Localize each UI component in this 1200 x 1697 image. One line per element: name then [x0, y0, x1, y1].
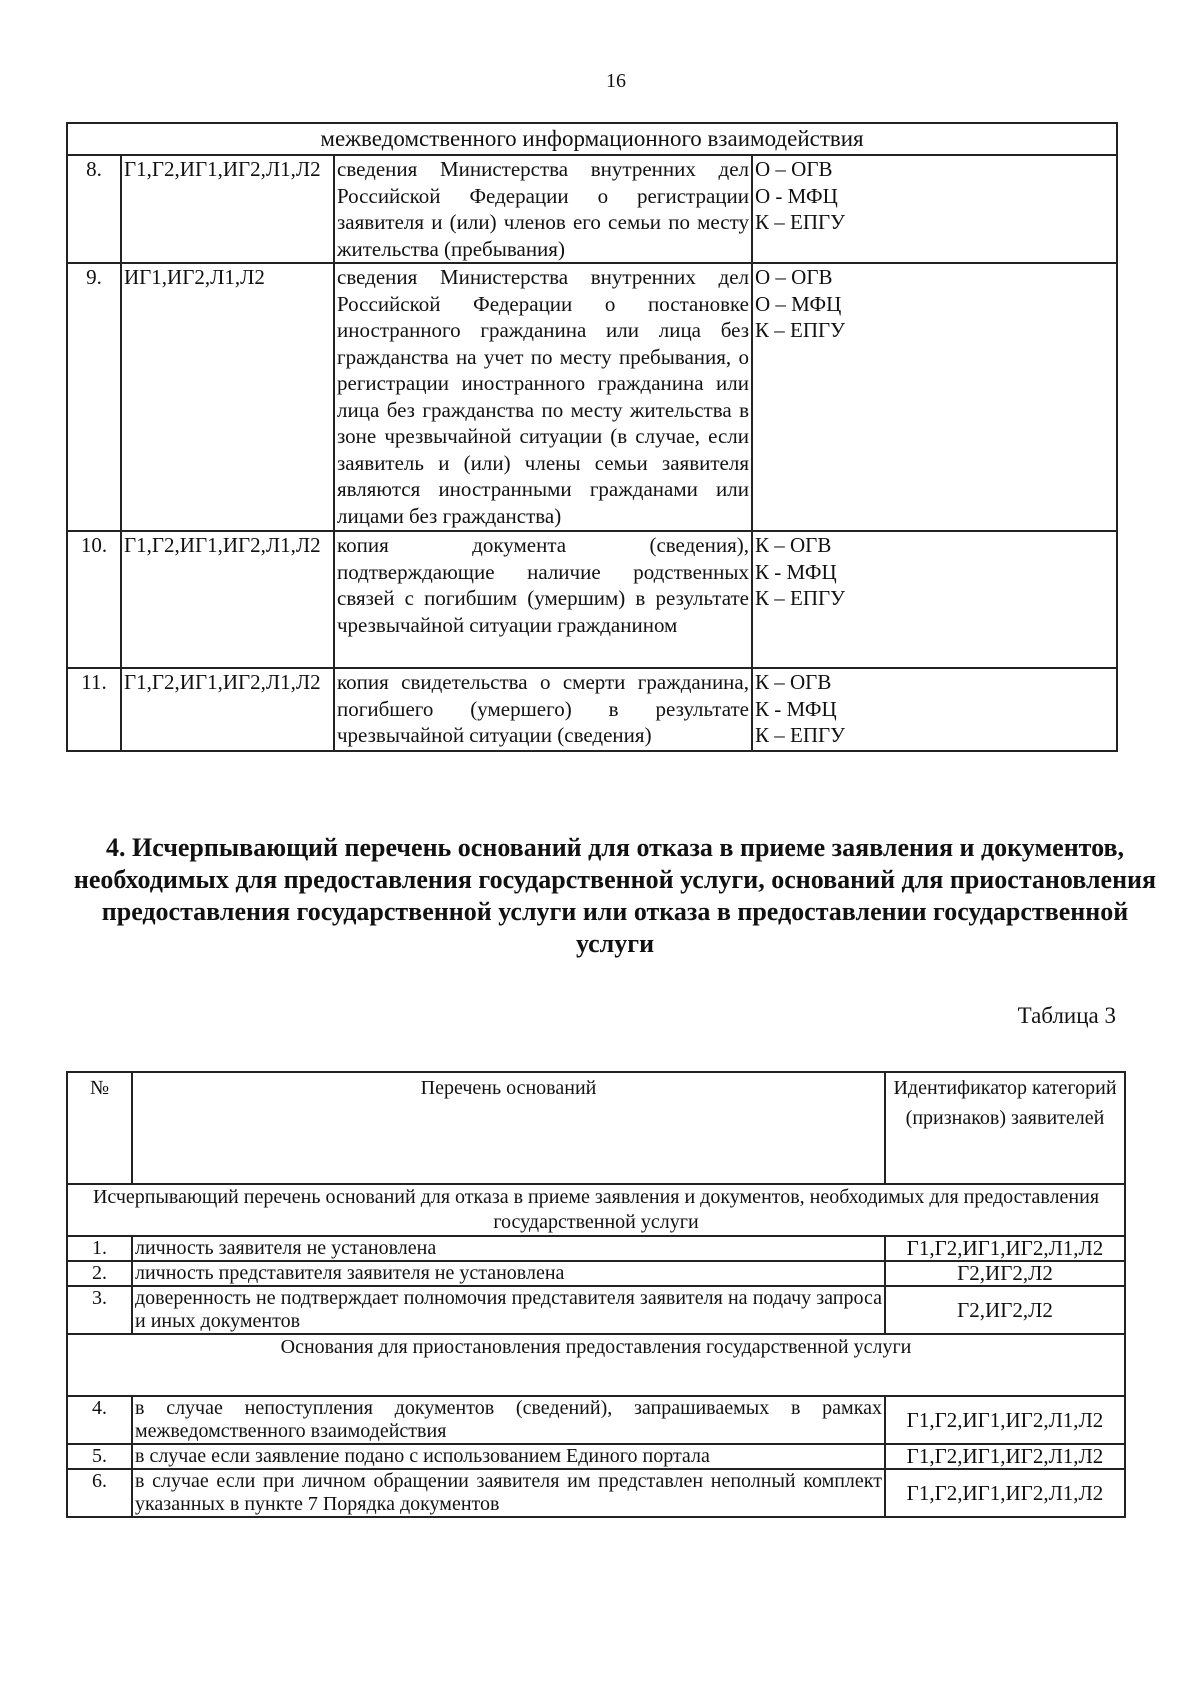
table-row — [67, 1469, 1125, 1517]
category-codes: Г1,Г2,ИГ1,ИГ2,Л1,Л2 — [885, 1236, 1125, 1261]
ground-text: в случае если при личном обращении заявителя им представлен неполный комплект указанных в пункте 7 Порядка документов — [132, 1469, 885, 1517]
category-codes: Г1,Г2,ИГ1,ИГ2,Л1,Л2 — [885, 1444, 1125, 1469]
category-codes: Г1,Г2,ИГ1,ИГ2,Л1,Л2 — [885, 1396, 1125, 1444]
section-heading: 4. Исчерпывающий перечень оснований для отказа в приеме заявления и документов, необходимых для предоставления государственной услуги, оснований для приостановления предоставления государственной услуги или отказа в предоставлении государственной услуги — [73, 833, 1157, 958]
grounds-table — [66, 1071, 1126, 1518]
channel: К – ЕПГУ — [755, 723, 846, 747]
category-codes: Г1,Г2,ИГ1,ИГ2,Л1,Л2 — [121, 668, 334, 751]
table-header-row — [67, 123, 1117, 155]
ground-text: в случае непоступления документов (сведений), запрашиваемых в рамках межведомственного взаимодействия — [132, 1396, 885, 1444]
channels-cell — [752, 155, 1117, 263]
channel: О – МФЦ — [755, 291, 842, 316]
table-row — [67, 1236, 1125, 1261]
row-number: 6. — [67, 1469, 132, 1517]
document-description: копия свидетельства о смерти гражданина, погибшего (умершего) в результате чрезвычайной ситуации (сведения) — [334, 668, 752, 751]
section-row — [67, 1334, 1125, 1396]
row-number: 9. — [67, 263, 121, 531]
channel: К - МФЦ — [755, 696, 837, 721]
ground-text: доверенность не подтверждает полномочия представителя заявителя на подачу запроса и иных документов — [132, 1286, 885, 1334]
category-codes: Г2,ИГ2,Л2 — [885, 1286, 1125, 1334]
table-row — [67, 1261, 1125, 1286]
row-number: 4. — [67, 1396, 132, 1444]
column-header-grounds: Перечень оснований — [132, 1072, 885, 1184]
section-title: Исчерпывающий перечень оснований для отказа в приеме заявления и документов, необходимых для предоставления государственной услуги — [67, 1184, 1125, 1236]
ground-text: личность заявителя не установлена — [132, 1236, 885, 1261]
table-caption: Таблица 3 — [1017, 1003, 1116, 1028]
document-description: копия документа (сведения), подтверждающие наличие родственных связей с погибшим (умершим) в результате чрезвычайной ситуации гражданином — [334, 531, 752, 668]
ground-text: личность представителя заявителя не установлена — [132, 1261, 885, 1286]
row-number: 5. — [67, 1444, 132, 1469]
channel: О - МФЦ — [755, 183, 838, 208]
channel: К – ОГВ — [755, 670, 832, 694]
channel: К – ЕПГУ — [755, 586, 846, 610]
channel: К – ЕПГУ — [755, 318, 846, 342]
row-number: 3. — [67, 1286, 132, 1334]
table-row — [67, 668, 1117, 751]
channel: К – ЕПГУ — [755, 210, 846, 234]
table-header-row — [67, 1072, 1125, 1184]
section-row — [67, 1184, 1125, 1236]
row-number: 10. — [67, 531, 121, 668]
table-row — [67, 1444, 1125, 1469]
category-codes: ИГ1,ИГ2,Л1,Л2 — [121, 263, 334, 531]
column-header-number: № — [67, 1072, 132, 1184]
table-row — [67, 155, 1117, 263]
row-number: 8. — [67, 155, 121, 263]
table-row — [67, 531, 1117, 668]
channel: О – ОГВ — [755, 157, 833, 181]
section-title: Основания для приостановления предоставления государственной услуги — [67, 1334, 1125, 1396]
channels-cell — [752, 263, 1117, 531]
category-codes: Г2,ИГ2,Л2 — [885, 1261, 1125, 1286]
category-codes: Г1,Г2,ИГ1,ИГ2,Л1,Л2 — [885, 1469, 1125, 1517]
ground-text: в случае если заявление подано с использованием Единого портала — [132, 1444, 885, 1469]
row-number: 1. — [67, 1236, 132, 1261]
page-number: 16 — [606, 70, 626, 92]
channel: К – ОГВ — [755, 533, 832, 557]
column-header-identifier: Идентификатор категорий (признаков) заявителей — [885, 1072, 1125, 1184]
channel: К - МФЦ — [755, 559, 837, 584]
channels-cell — [752, 531, 1117, 668]
channels-cell — [752, 668, 1117, 751]
document-description: сведения Министерства внутренних дел Российской Федерации о регистрации заявителя и (или) членов его семьи по месту жительства (пребывания) — [334, 155, 752, 263]
table-header: межведомственного информационного взаимодействия — [67, 123, 1117, 155]
row-number: 11. — [67, 668, 121, 751]
category-codes: Г1,Г2,ИГ1,ИГ2,Л1,Л2 — [121, 531, 334, 668]
table-row — [67, 1286, 1125, 1334]
category-codes: Г1,Г2,ИГ1,ИГ2,Л1,Л2 — [121, 155, 334, 263]
channel: О – ОГВ — [755, 265, 833, 289]
table-row — [67, 263, 1117, 531]
document-description: сведения Министерства внутренних дел Российской Федерации о постановке иностранного гражданина или лица без гражданства на учет по месту пребывания, о регистрации иностранного гражданина или лица без гражданства по месту жительства в зоне чрезвычайной ситуации (в случае, если заявитель и (или) члены семьи заявителя являются иностранными гражданами или лицами без гражданства) — [334, 263, 752, 531]
documents-table — [66, 122, 1118, 752]
table-row — [67, 1396, 1125, 1444]
row-number: 2. — [67, 1261, 132, 1286]
